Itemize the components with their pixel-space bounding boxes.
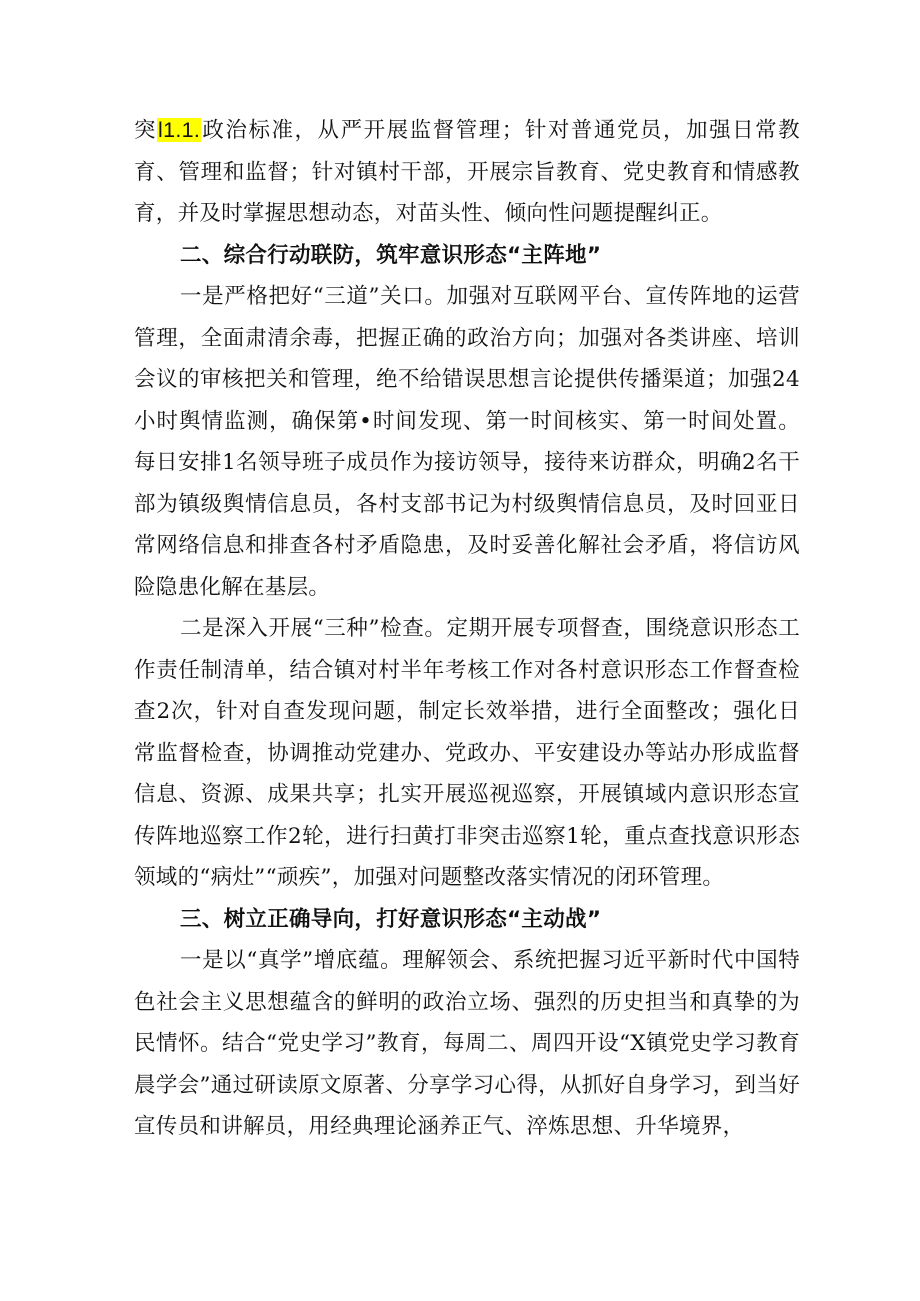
highlighted-numbering: l1.1.: [158, 118, 201, 142]
section-heading-3: 三、树立正确导向，打好意识形态“主动战”: [180, 906, 602, 932]
paragraph-true-learning: 一是以“真学”增底蕴。理解领会、系统把握习近平新时代中国特色社会主义思想蕴含的鲜明的政治立场、强烈的历史担当和真挚的为民情怀。结合“党史学习”教育，每周二、周四开设“X镇党史学习教育晨学会”通过研读原文原著、分享学习心得，从抓好自身学习，到当好宣传员和讲解员，用经典理论涵养正气、淬炼思想、升华境界，: [134, 948, 800, 1139]
document-body: [134, 110, 800, 1148]
paragraph-three-inspections: 二是深入开展“三种”检查。定期开展专项督查，围绕意识形态工作责任制清单，结合镇对村半年考核工作对各村意识形态工作督查检查2次，针对自查发现问题，制定长效举措，进行全面整改；强化日常监督检查，协调推动党建办、党政办、平安建设办等站办形成监督信息、资源、成果共享；扎实开展巡视巡察，开展镇域内意识形态宣传阵地巡察工作2轮，进行扫黄打非突击巡察1轮，重点查找意识形态领域的“病灶”“顽疾”，加强对问题整改落实情况的闭环管理。: [134, 616, 800, 890]
paragraph-prefix: 突: [134, 118, 158, 143]
section-heading-2: 二、综合行动联防，筑牢意识形态“主阵地”: [180, 242, 602, 268]
paragraph-three-gates: 一是严格把好“三道”关口。加强对互联网平台、宣传阵地的运营管理，全面肃清余毒，把握正确的政治方向；加强对各类讲座、培训会议的审核把关和管理，绝不给错误思想言论提供传播渠道；加强24小时舆情监测，确保第•时间发现、第一时间核实、第一时间处置。每日安排1名领导班子成员作为接访领导，接待来访群众，明确2名干部为镇级舆情信息员，各村支部书记为村级舆情信息员，及时回亚日常网络信息和排查各村矛盾隐患，及时妥善化解社会矛盾，将信访风险隐患化解在基层。: [134, 284, 800, 600]
paragraph-text: 政治标准，从严开展监督管理；针对普通党员，加强日常教育、管理和监督；针对镇村干部，开展宗旨教育、党史教育和情感教育，并及时掌握思想动态，对苗头性、倾向性问题提醒纠正。: [134, 118, 800, 226]
paragraph-continuation: [134, 110, 800, 235]
